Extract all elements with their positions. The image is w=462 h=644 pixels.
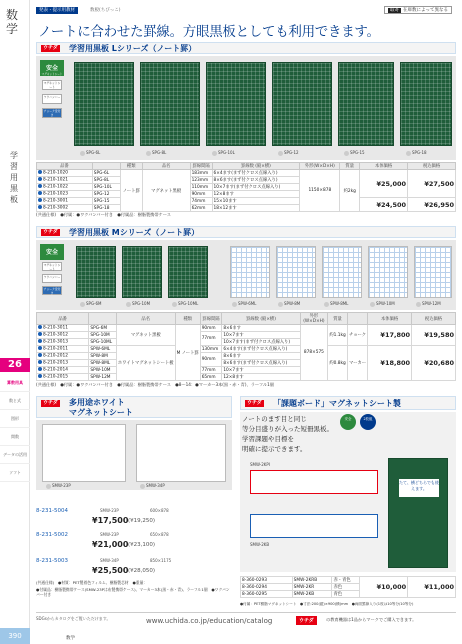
caption [80,150,100,156]
price-cell: ¥10,000 [360,577,408,598]
code-text: 8-210-1023 [43,191,68,197]
price-text: ¥17,500 [92,516,129,525]
spacing-cell: 90mm [200,353,222,367]
col-type: 種類 [120,163,142,170]
rail-item-functions[interactable]: 関数 [0,428,30,446]
code-text: 8-210-3013 [43,339,68,345]
writing-cell: チョーク [348,325,368,346]
lines-cell: 6×4ます(まず付クロス点線入り) [212,170,300,177]
model-name: SMW-23P [100,508,119,513]
table-header-row [37,163,456,170]
rail-subcategory: 学習用黒板 [10,151,18,204]
section-m-series-header [36,226,456,238]
price-tax-cell: ¥27,500 [408,170,456,198]
model-cell: SMW-2KB [292,591,332,598]
footer-logo: ウチダ [296,616,317,625]
code-text: 8-210-1021 [43,177,68,183]
price-tax-text: (¥19,250) [128,518,156,524]
demo-board-text: たて、横どちらでも使えます。 [399,479,439,497]
product-code[interactable] [37,198,93,205]
rail-page-index[interactable]: 26 [0,358,30,372]
price-text: ¥25,500 [92,566,129,575]
number-bullet-icon [38,346,42,350]
caption-text: SPW-8ML [330,301,349,306]
caption-text: SPG-8L [152,150,167,155]
caption [406,150,427,156]
col-size: 外形(W×D×H) [300,163,340,170]
code-text: 8-210-1022 [43,184,68,190]
rail-item-data[interactable]: データの活用 [0,446,30,464]
board-spg-18 [400,62,452,146]
product-code[interactable] [37,325,89,332]
l-series-spec-table [36,162,456,212]
caption [278,301,300,307]
lines-cell: 10×7ます(まず付クロス点線入り) [222,339,300,346]
copy-line: ノートのます目と同じ [242,415,307,423]
rail-item-software[interactable]: ソフト [0,464,30,482]
product-code[interactable] [37,367,89,374]
task-board-note: ●付属：PET樹脂マグネットシート ●寸法:200(縦)×900(横)mm ●両面罫線入り(1枚は10等分/10等分) [240,602,414,606]
model-cell: SPW-8ML [89,360,116,367]
product-code[interactable] [37,339,89,346]
caption-text: SPG-6M [86,301,102,306]
code-text: 8-210-3011 [43,325,68,331]
caption-dot-icon [172,302,177,307]
price-tax-text: (¥28,050) [128,568,156,574]
col-price-tax: 税込価格 [412,313,456,325]
model-cell: SPG-12 [92,191,120,198]
code-text: 8-210-3001 [43,198,68,204]
product-code[interactable] [37,191,93,198]
spacing-cell: 65mm [200,374,222,381]
col-price-tax: 税込価格 [408,163,456,170]
code-text: 8-210-3002 [43,205,68,211]
spacing-cell: 90mm [190,191,212,198]
price-tax-cell: ¥20,680 [412,346,456,381]
col-name: 品名 [142,163,190,170]
product-code[interactable]: 8-231-5003 [36,558,68,564]
lines-cell: 18×12ます [212,205,300,212]
caption-dot-icon [324,302,329,307]
spacing-cell: 130mm [200,346,222,353]
col-lines: 罫線数 (縦×横) [222,313,300,325]
code-text: 8-210-3012 [43,332,68,338]
size-text: 600×878 [150,508,169,513]
number-bullet-icon [38,205,42,209]
caption [80,301,102,307]
lines-cell: 8×6ます [222,353,300,360]
caption [344,150,365,156]
caption-dot-icon [406,151,411,156]
caption-text: SPW-8M [284,301,301,306]
lines-cell: 8×6ます [222,325,300,332]
page-footer [36,612,456,632]
size-cell: 1150×878 [300,170,340,212]
caption-text: SPG-12 [284,150,299,155]
side-label-chalk: チョーク受付き [43,287,61,295]
caption [324,301,348,307]
stock-note [384,6,452,14]
safe-sublabel: マグネットシート [41,73,63,76]
board-spw-8m [276,246,316,298]
number-bullet-icon [38,353,42,357]
product-code[interactable] [37,184,93,191]
product-code[interactable]: 8-360-0295 [241,591,293,598]
sheet-smw-34p [136,424,226,482]
safe-badge [40,244,64,260]
code-text: 8-210-2012 [43,353,68,359]
table-row[interactable] [37,346,456,353]
caption [416,301,441,307]
caption [232,301,256,307]
model-name: SMW-23P [100,532,119,537]
model-cell: SPW-6ML [89,346,116,353]
caption-text: SPG-15 [350,150,365,155]
task-board-blue-strip [250,514,378,538]
two-piece-badge: 2枚組 [360,414,376,430]
product-code[interactable] [37,170,93,177]
section-l-series-header [36,42,456,54]
brand-logo: ウチダ [43,229,58,235]
footer-info: の教育機器は1品からマークでご購入できます。 [326,617,417,622]
bottom-category-label: 数学 [66,636,75,641]
code-text: 8-210-2014 [43,367,68,373]
task-board-copy [242,414,333,454]
model-cell: SPG-10ML [89,339,116,346]
side-label-bar: ワクバンバー [42,274,62,283]
spacing-cell: 77mm [200,367,222,374]
lines-cell: 10×7ます(まず付クロス点線入り) [212,184,300,191]
caption-text: SMW-23P [52,483,71,488]
price-cell: ¥25,000 [360,170,408,198]
m-series-product-image [36,240,456,310]
model-cell: SPG-6L [92,170,120,177]
color-cell: 赤色 [332,584,360,591]
safe-label: 安全 [45,249,58,256]
code-text: 8-210-2013 [43,360,68,366]
col-spacing: 罫線間隔 [200,313,222,325]
size-text: 850×1175 [150,558,172,563]
board-spw-12m [414,246,452,298]
board-spg-12 [272,62,332,146]
product-code[interactable] [37,205,93,212]
board-spg-10l [206,62,266,146]
col-model [92,163,120,170]
stock-badge: 取寄 [390,8,399,13]
type-cell: M ノート罫 [175,325,200,381]
spacing-cell: 183mm [190,170,212,177]
stock-note-text: 在庫数によって異なる [403,8,448,13]
section-m-series-title: 学習用黒板 Mシリーズ（ノート罫） [69,228,200,237]
model-cell: SPG-6M [89,325,116,332]
caption-dot-icon [80,302,85,307]
lines-cell: 10×7ます [222,332,300,339]
name-cell: マグネット黒板 [142,170,190,212]
caption-dot-icon [146,151,151,156]
lines-cell: 6×4ます(まず付クロス点線入り) [222,346,300,353]
product-code[interactable]: 8-231-5004 [36,508,68,514]
section-task-board-title: 「課題ボード」マグネットシート製 [273,399,401,408]
model-cell: SPG-18 [92,205,120,212]
number-bullet-icon [38,332,42,336]
section-task-board-header [240,396,456,410]
price-cell: ¥18,800 [368,346,412,381]
table-header-row [37,313,456,325]
number-bullet-icon [38,360,42,364]
name-cell: ホワイトマグネットシート板 [116,346,175,381]
white-sheet-note-1: (共通仕様) ●材質：PET製着色フィルム、樹脂製芯材 ●重量： [36,580,148,585]
price-cell: ¥24,500 [360,198,408,212]
brand-logo: ウチダ [247,400,262,406]
caption: SMW-2KPI [250,462,270,467]
type-cell: ノート罫 [120,170,142,212]
color-cell: 赤・青色 [332,577,360,584]
lines-cell: 8×6ます(まず付クロス点線入り) [222,360,300,367]
table-row[interactable] [37,325,456,332]
col-weight: 質量 [328,313,348,325]
product-code[interactable] [37,332,89,339]
size-cell: 878×575 [300,325,327,381]
copy-line: 明確に提示できます。 [242,445,307,453]
lines-cell: 15×10ます [212,198,300,205]
caption [212,150,235,156]
m-series-spec-table [36,312,456,381]
l-series-footnote: (共通仕様) ●付属：●ワクバンバー付き ●付属品：樹脂製携帯ケース [36,212,171,217]
caption [46,483,71,489]
caption-text: SPG-10M [132,301,151,306]
caption [172,301,198,307]
top-strip [36,6,456,16]
board-spw-6ml [230,246,270,298]
code-text: 8-210-1020 [43,170,68,176]
caption-dot-icon [344,151,349,156]
number-bullet-icon [38,170,42,174]
footer-note: SDGsからカタログをご覧いただけます。 [36,616,111,621]
white-sheet-product-image [36,420,232,490]
number-bullet-icon [38,339,42,343]
caption-dot-icon [46,484,51,489]
number-bullet-icon [38,374,42,378]
model-cell: SPG-15 [92,198,120,205]
l-series-product-image [36,56,456,160]
number-bullet-icon [38,184,42,188]
safe-label: 安全 [45,65,58,72]
table-row[interactable] [37,170,456,177]
subcategory-tag: 数板(ちびっこ) [90,8,121,13]
product-code[interactable]: 8-360-0294 [241,584,293,591]
table-row[interactable] [37,198,456,205]
safe-badge: 安全 [340,414,356,430]
price-tax-cell: ¥26,950 [408,198,456,212]
product-code[interactable] [37,360,89,367]
rail-item-tools[interactable]: 算数用具 [0,374,30,392]
weight-cell: 約2kg [340,170,360,212]
brand-logo: ウチダ [43,45,58,51]
col-type: 種類 [175,313,200,325]
number-bullet-icon [38,198,42,202]
table-row[interactable] [241,577,456,584]
board-spw-10m [368,246,408,298]
caption-text: SPW-10M [376,301,395,306]
caption-dot-icon [140,484,145,489]
caption: SMW-2KB [250,542,270,547]
caption-dot-icon [370,302,375,307]
code-text: 8-210-2015 [43,374,68,380]
caption [140,483,165,489]
col-code: 品番 [37,313,89,325]
model-name: SMW-34P [100,558,119,563]
safe-badge [40,60,64,76]
caption [126,301,150,307]
section-white-sheet-title-2: マグネットシート [69,408,133,417]
col-spacing: 罫線間隔 [190,163,212,170]
number-bullet-icon [38,367,42,371]
size-text: 650×878 [150,532,169,537]
spacing-cell: 90mm [200,325,222,332]
product-code[interactable] [37,346,89,353]
weight-cell: 約0.8kg [328,346,348,381]
weight-cell: 約1.1kg [328,325,348,346]
brand-logo: ウチダ [43,400,58,406]
model-cell: SMW-2KR [292,584,332,591]
col-size: 外形(W×D×H) [300,313,327,325]
white-sheet-note-2: ●付属品：樹脂製携帯ケース(SMW-23Pは布製携帯ケース)、マーカー3本(黒・赤・青)、ラーフル1個 ●ワクバンバー付き [36,587,230,597]
caption [146,150,166,156]
price-cell: ¥17,800 [368,325,412,346]
copy-line: 学習課題や目標を [242,435,294,443]
rail-category-title: 数学 [6,8,19,36]
board-spg-6l [74,62,134,146]
spacing-cell: 77mm [200,332,222,346]
board-spw-8ml [322,246,362,298]
caption-dot-icon [126,302,131,307]
lines-cell: 12×8ます [222,374,300,381]
price-tax-cell: ¥19,580 [412,325,456,346]
price-text: ¥21,000 [92,540,129,549]
rail-item-numbers[interactable]: 数と式 [0,392,30,410]
col-model [89,313,116,325]
product-code[interactable] [37,374,89,381]
spacing-cell: 74mm [190,198,212,205]
caption-dot-icon [80,151,85,156]
col-price: 本体価格 [368,313,412,325]
price-tax-cell: ¥11,000 [408,577,456,598]
caption-dot-icon [278,302,283,307]
model-cell: SPG-10L [92,184,120,191]
model-cell: SPW-10M [89,367,116,374]
board-spg-10ml [168,246,208,298]
side-label-magnet: マグネットシート [43,81,61,89]
col-writing [348,313,368,325]
product-code[interactable]: 8-360-0293 [241,577,293,584]
caption-text: SPG-10ML [178,301,199,306]
caption [278,150,299,156]
lines-cell: 8×6ます(まず付クロス点線入り) [212,177,300,184]
number-bullet-icon [38,325,42,329]
caption-dot-icon [416,302,421,307]
lines-cell: 12×8ます [212,191,300,198]
rail-menu [0,374,30,482]
lines-cell: 10×7ます [222,367,300,374]
task-board-table [240,576,456,598]
code-text: 8-210-2011 [43,346,68,352]
copy-line: 等分目盛りが入った短冊黒板。 [242,425,333,433]
model-cell: SPW-12M [89,374,116,381]
side-label-chalk: チョーク受付き [43,109,61,117]
caption-dot-icon [212,151,217,156]
product-code[interactable] [37,177,93,184]
product-code[interactable] [37,353,89,360]
board-spg-10m [122,246,162,298]
caption-text: SPG-6L [86,150,101,155]
side-label-magnet: マグネットシート [43,263,61,271]
rail-item-shapes[interactable]: 図形 [0,410,30,428]
catalog-url-link[interactable]: www.uchida.co.jp/education/catalog [146,617,273,625]
caption-text: SPG-18 [412,150,427,155]
m-series-footnote: (共通仕様) ●付属：●ワクバンバー付き ●付属品：樹脂製携帯ケース ●8〜14：●マーカー3本(黒・赤・青)、ラーフル1個 [36,382,274,387]
task-board-red-strip [250,470,378,494]
number-bullet-icon [38,191,42,195]
caption-text: SPW-12M [422,301,441,306]
section-white-sheet-title-1: 多用途ホワイト [69,398,125,407]
section-white-sheet-header [36,396,232,418]
model-cell: SPW-8M [89,353,116,360]
caption [370,301,395,307]
col-code: 品番 [37,163,93,170]
side-index-rail [0,0,30,644]
page-number: 390 [0,628,30,644]
price-tax-text: (¥23,100) [128,542,156,548]
col-price: 本体価格 [360,163,408,170]
spacing-cell: 110mm [190,184,212,191]
col-name: 品名 [116,313,175,325]
board-spg-6m [76,246,116,298]
caption-text: SMW-34P [146,483,165,488]
board-spg-8l [140,62,200,146]
task-board-demo [388,458,448,568]
model-cell: SMW-2KRB [292,577,332,584]
model-cell: SPG-10M [89,332,116,339]
number-bullet-icon [38,177,42,181]
col-weight: 質量 [340,163,360,170]
spacing-cell: 123mm [190,177,212,184]
product-code[interactable]: 8-231-5002 [36,532,68,538]
board-spg-15 [338,62,394,146]
page-headline: ノートに合わせた罫線。方眼黒板としても利用できます。 [38,24,380,40]
name-cell: マグネット黒板 [116,325,175,346]
caption-dot-icon [278,151,283,156]
category-tag[interactable]: 発表・提示用教材 [36,7,78,14]
spacing-cell: 62mm [190,205,212,212]
col-lines: 罫線数 (縦×横) [212,163,300,170]
sheet-smw-23p [42,424,126,482]
caption-dot-icon [232,302,237,307]
model-cell: SPG-8L [92,177,120,184]
color-cell: 青色 [332,591,360,598]
writing-cell: マーカー [348,346,368,381]
side-label-bar: ワクバンバー [42,94,62,104]
section-l-series-title: 学習用黒板 Lシリーズ（ノート罫） [69,44,197,53]
caption-text: SPW-6ML [238,301,257,306]
caption-text: SPG-10L [218,150,235,155]
